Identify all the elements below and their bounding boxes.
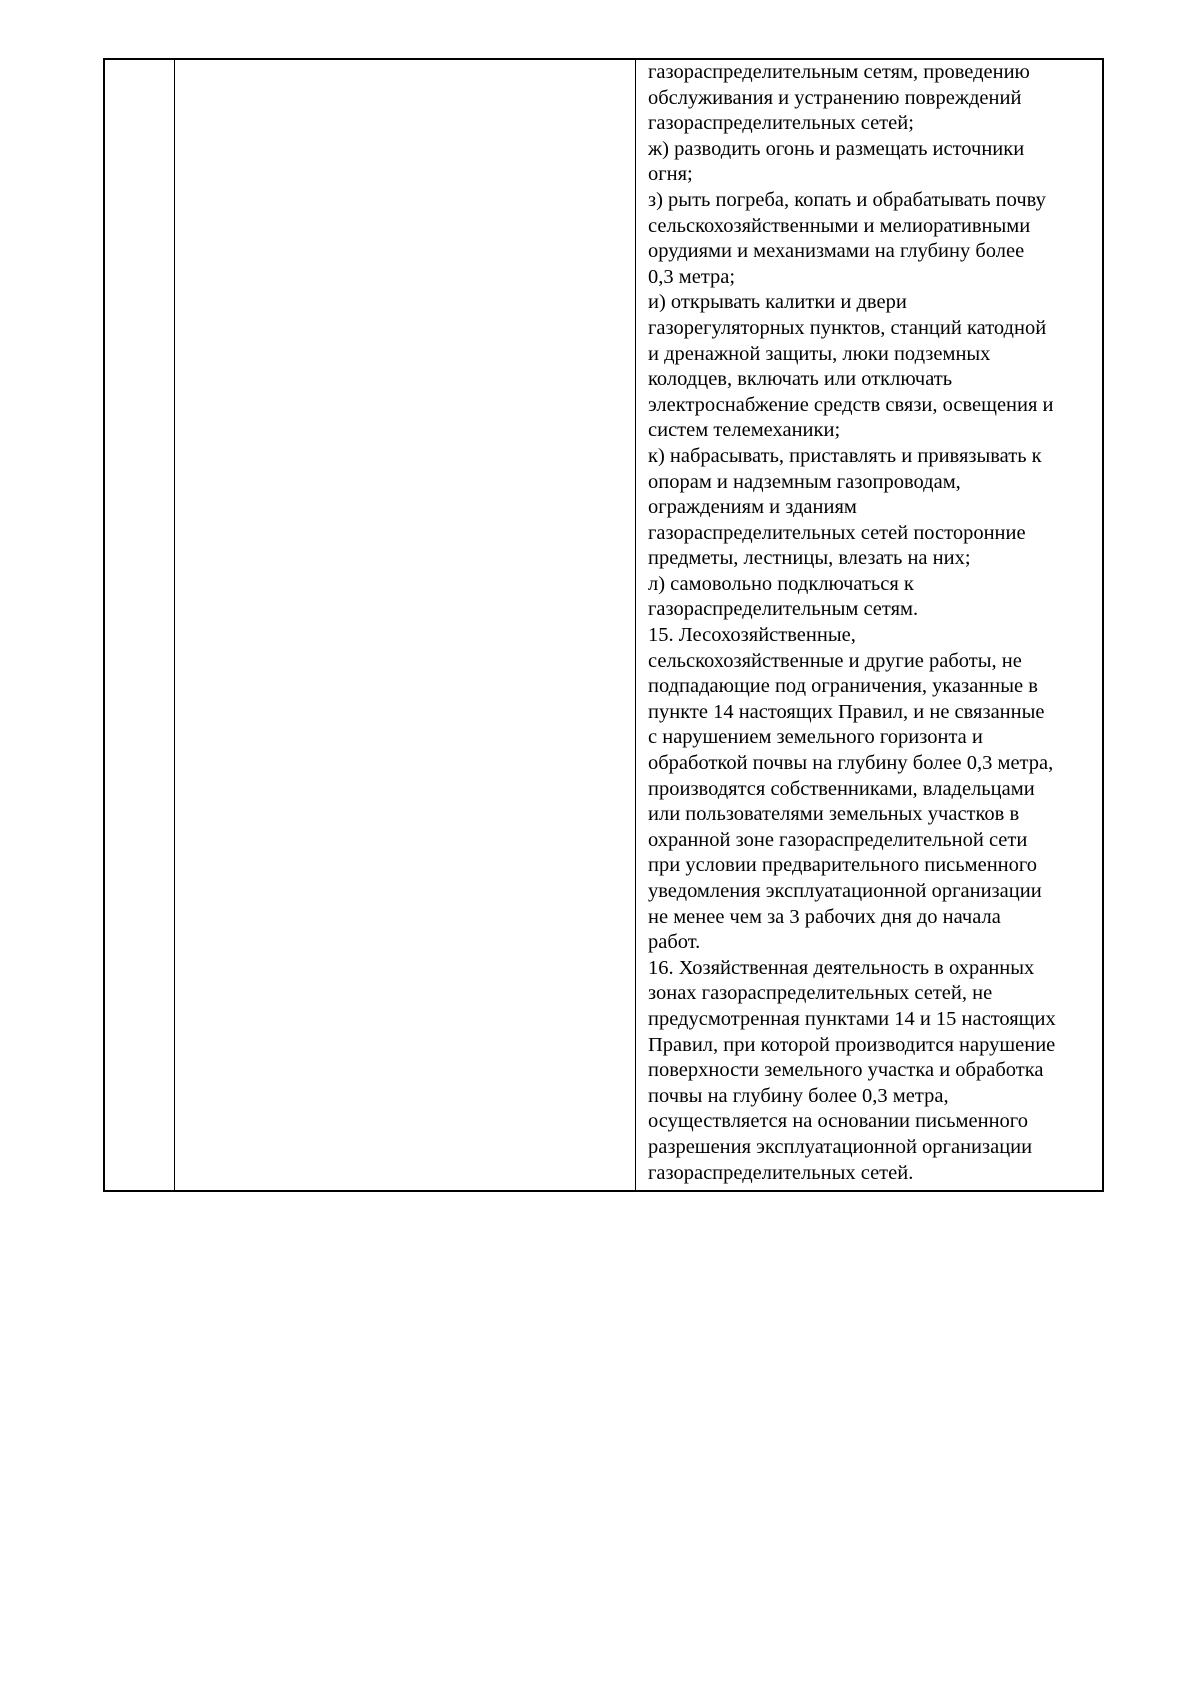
text-line: орудиями и механизмами на глубину более — [648, 240, 1025, 263]
text-line: разрешения эксплуатационной организации — [648, 1135, 1033, 1158]
text-line: 16. Хозяйственная деятельность в охранных — [648, 956, 1035, 979]
table-row — [104, 59, 1103, 1191]
text-line: сельскохозяйственными и мелиоративными — [648, 214, 1031, 237]
text-line: газораспределительным сетям. — [648, 598, 919, 621]
text-line: почвы на глубину более 0,3 метра, — [648, 1084, 949, 1107]
text-line: газорегуляторных пунктов, станций катодной — [648, 316, 1047, 339]
text-line: газораспределительных сетей. — [648, 1161, 914, 1184]
text-line: пункте 14 настоящих Правил, и не связанные — [648, 700, 1045, 723]
number-cell — [104, 59, 175, 1191]
text-line: ж) разводить огонь и размещать источники — [648, 137, 1025, 160]
text-line: работ. — [648, 931, 701, 954]
text-line: подпадающие под ограничения, указанные в — [648, 675, 1038, 698]
text-line: производятся собственниками, владельцами — [648, 777, 1035, 800]
text-line: уведомления эксплуатационной организации — [648, 880, 1042, 902]
text-line: обслуживания и устранению повреждений — [648, 86, 1022, 109]
text-line: сельскохозяйственные и другие работы, не — [648, 649, 1022, 672]
text-line: газораспределительных сетей посторонние — [648, 521, 1026, 544]
text-line: не менее чем за 3 рабочих дня до начала — [648, 905, 1001, 928]
text-line: и) открывать калитки и двери — [648, 291, 907, 314]
text-line: 15. Лесохозяйственные, — [648, 624, 856, 647]
text-line: к) набрасывать, приставлять и привязывать к — [648, 444, 1042, 467]
text-line: колодцев, включать или отключать — [648, 368, 953, 391]
text-cell — [636, 59, 1104, 1191]
text-line: зонах газораспределительных сетей, не — [648, 982, 993, 1005]
text-line: предметы, лестницы, влезать на них; — [648, 547, 971, 570]
text-line: и дренажной защиты, люки подземных — [648, 342, 991, 365]
text-line: опорам и надземным газопроводам, — [648, 470, 961, 493]
text-line: электроснабжение средств связи, освещения и — [648, 393, 1054, 416]
text-cell-content — [636, 60, 1102, 1190]
text-line: систем телемеханики; — [648, 419, 841, 442]
text-line: ограждениям и зданиям — [648, 496, 857, 519]
text-line: осуществляется на основании письменного — [648, 1110, 1028, 1133]
text-line: с нарушением земельного горизонта и — [648, 726, 983, 749]
text-line: л) самовольно подключаться к — [648, 572, 914, 595]
text-line: обработкой почвы на глубину более 0,3 метра, — [648, 752, 1054, 775]
text-line: Правил, при которой производится нарушение — [648, 1033, 1056, 1056]
text-line: или пользователями земельных участков в — [648, 803, 1020, 826]
text-line: огня; — [648, 163, 693, 186]
text-line: газораспределительным сетям, проведению — [648, 61, 1030, 83]
text-line: з) рыть погреба, копать и обрабатывать почву — [648, 188, 1046, 211]
text-line: охранной зоне газораспределительной сети — [648, 828, 1028, 851]
subject-cell — [175, 59, 636, 1191]
text-line: предусмотренная пунктами 14 и 15 настоящих — [648, 1007, 1056, 1030]
text-line: поверхности земельного участка и обработка — [648, 1059, 1044, 1082]
text-line: газораспределительных сетей; — [648, 112, 914, 135]
document-table — [103, 58, 1104, 1192]
text-line: при условии предварительного письменного — [648, 854, 1038, 877]
text-line: 0,3 метра; — [648, 265, 736, 288]
